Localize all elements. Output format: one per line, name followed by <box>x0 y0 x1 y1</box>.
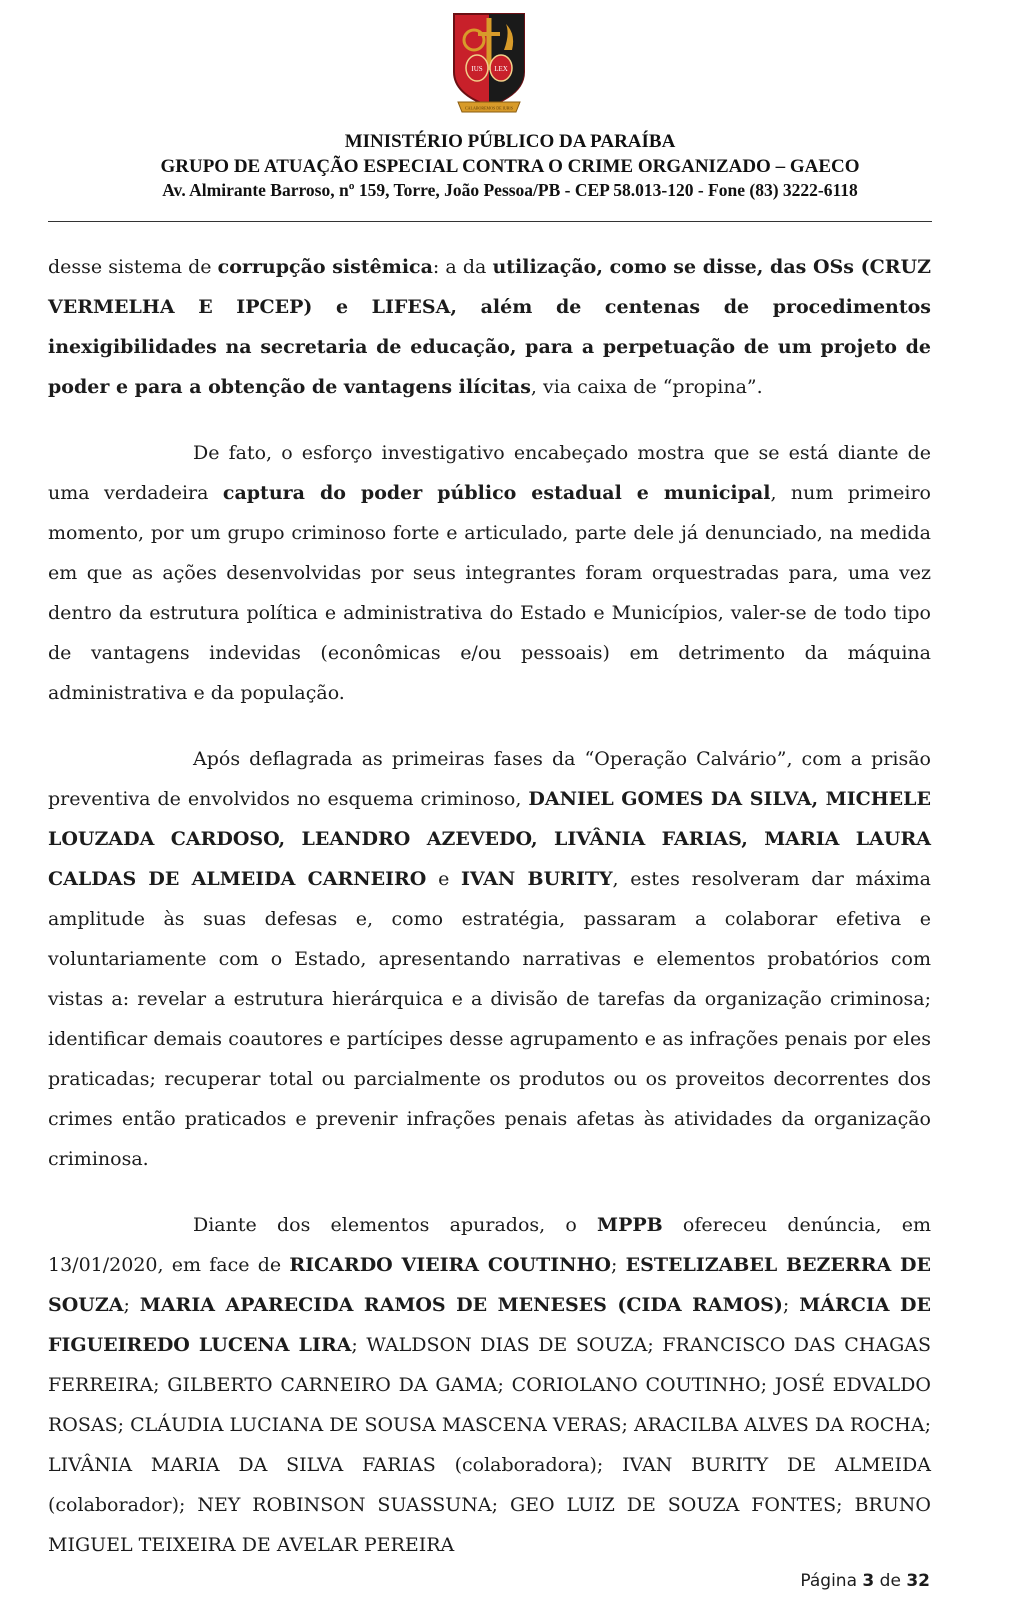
page-label: Página <box>800 1571 858 1591</box>
p4-bold-4: MARIA APARECIDA RAMOS DE MENESES (CIDA RAMOS) <box>139 1294 783 1316</box>
p4-text-1: Diante dos elementos apurados, o <box>193 1214 598 1236</box>
paragraph-2 <box>48 433 931 713</box>
p1-bold-2: utilização, como se disse, das OSs (CRUZ VERMELHA E IPCEP) e LIFESA, além de centenas de procedimentos inexigibilidades na secretaria de educação, para a perpetuação de um projeto de poder e para a obtenção de vantagens ilícitas <box>48 256 931 398</box>
page-number <box>800 1571 930 1591</box>
emblem-ribbon-text: CALABOREMOS DE IURIS <box>464 105 514 111</box>
page-current: 3 <box>862 1571 875 1591</box>
header-group: GRUPO DE ATUAÇÃO ESPECIAL CONTRA O CRIME ORGANIZADO – GAECO <box>160 156 860 177</box>
header-divider <box>48 221 932 222</box>
p3-bold-2: IVAN BURITY <box>461 868 613 890</box>
p4-text-6: ; WALDSON DIAS DE SOUZA; FRANCISCO DAS CHAGAS FERREIRA; GILBERTO CARNEIRO DA GAMA; CORIOLANO COUTINHO; JOSÉ EDVALDO ROSAS; CLÁUDIA LUCIANA DE SOUSA MASCENA VERAS; ARACILBA ALVES DA ROCHA; LIVÂNIA MARIA DA SILVA FARIAS (colaboradora); IVAN BURITY DE ALMEIDA (colaborador); NEY ROBINSON SUASSUNA; GEO LUIZ DE SOUZA FONTES; BRUNO MIGUEL TEIXEIRA DE AVELAR PEREIRA <box>48 1334 932 1556</box>
p2-bold-1: captura do poder público estadual e municipal <box>222 482 771 504</box>
header-institution: MINISTÉRIO PÚBLICO DA PARAÍBA <box>344 131 676 152</box>
document-body <box>48 247 931 1591</box>
p3-text-2: e <box>426 868 461 890</box>
p4-bold-1: MPPB <box>597 1214 663 1236</box>
p1-text-2: : a da <box>432 256 493 278</box>
p3-text-3: , estes resolveram dar máxima amplitude às suas defesas e, como estratégia, passaram a colaborar efetiva e voluntariamente com o Estado, apresentando narrativas e elementos probatórios com vistas a: revelar a estrutura hierárquica e a divisão de tarefas da organização criminosa; identificar demais coautores e partícipes desse agrupamento e as infrações penais por eles praticadas; recuperar total ou parcialmente os produtos ou os proveitos decorrentes dos crimes então praticados e prevenir infrações penais afetas às atividades da organização criminosa. <box>48 868 932 1170</box>
p4-bold-5: MÁRCIA DE FIGUEIREDO LUCENA LIRA <box>48 1294 931 1356</box>
paragraph-1 <box>48 247 931 407</box>
p4-text-3: ; <box>611 1254 626 1276</box>
p4-text-5: ; <box>782 1294 800 1316</box>
paragraph-3 <box>48 739 931 1179</box>
emblem-text-right: LEX <box>494 65 508 73</box>
p3-bold-1: DANIEL GOMES DA SILVA, MICHELE LOUZADA CARDOSO, LEANDRO AZEVEDO, LIVÂNIA FARIAS, MARIA LAURA CALDAS DE ALMEIDA CARNEIRO <box>48 788 931 890</box>
p4-text-2: ofereceu denúncia, em 13/01/2020, em face de <box>48 1214 931 1276</box>
p1-bold-1: corrupção sistêmica <box>217 256 433 278</box>
p4-bold-2: RICARDO VIEIRA COUTINHO <box>289 1254 611 1276</box>
p2-text-2: , num primeiro momento, por um grupo criminoso forte e articulado, parte dele já denunciado, na medida em que as ações desenvolvidas por seus integrantes foram orquestradas para, uma vez dentro da estrutura política e administrativa do Estado e Municípios, valer-se de todo tipo de vantagens indevidas (econômicas e/ou pessoais) em detrimento da máquina administrativa e da população. <box>48 482 931 704</box>
p3-text-1: Após deflagrada as primeiras fases da “Operação Calvário”, com a prisão preventiva de envolvidos no esquema criminoso, <box>48 748 931 810</box>
page-of: de <box>879 1571 901 1591</box>
emblem-text-left: IUS <box>471 65 483 73</box>
gaeco-emblem <box>450 10 528 118</box>
p1-text-1: desse sistema de <box>48 256 218 278</box>
p2-text-1: De fato, o esforço investigativo encabeçado mostra que se está diante de uma verdadeira <box>48 442 931 504</box>
paragraph-4 <box>48 1205 931 1565</box>
page-total: 32 <box>906 1571 930 1591</box>
p1-text-3: , via caixa de “propina”. <box>530 376 763 398</box>
p4-bold-3: ESTELIZABEL BEZERRA DE SOUZA <box>48 1254 931 1316</box>
header-address: Av. Almirante Barroso, nº 159, Torre, João Pessoa/PB - CEP 58.013-120 - Fone (83) 3222-6118 <box>162 180 858 200</box>
p4-text-4: ; <box>123 1294 140 1316</box>
